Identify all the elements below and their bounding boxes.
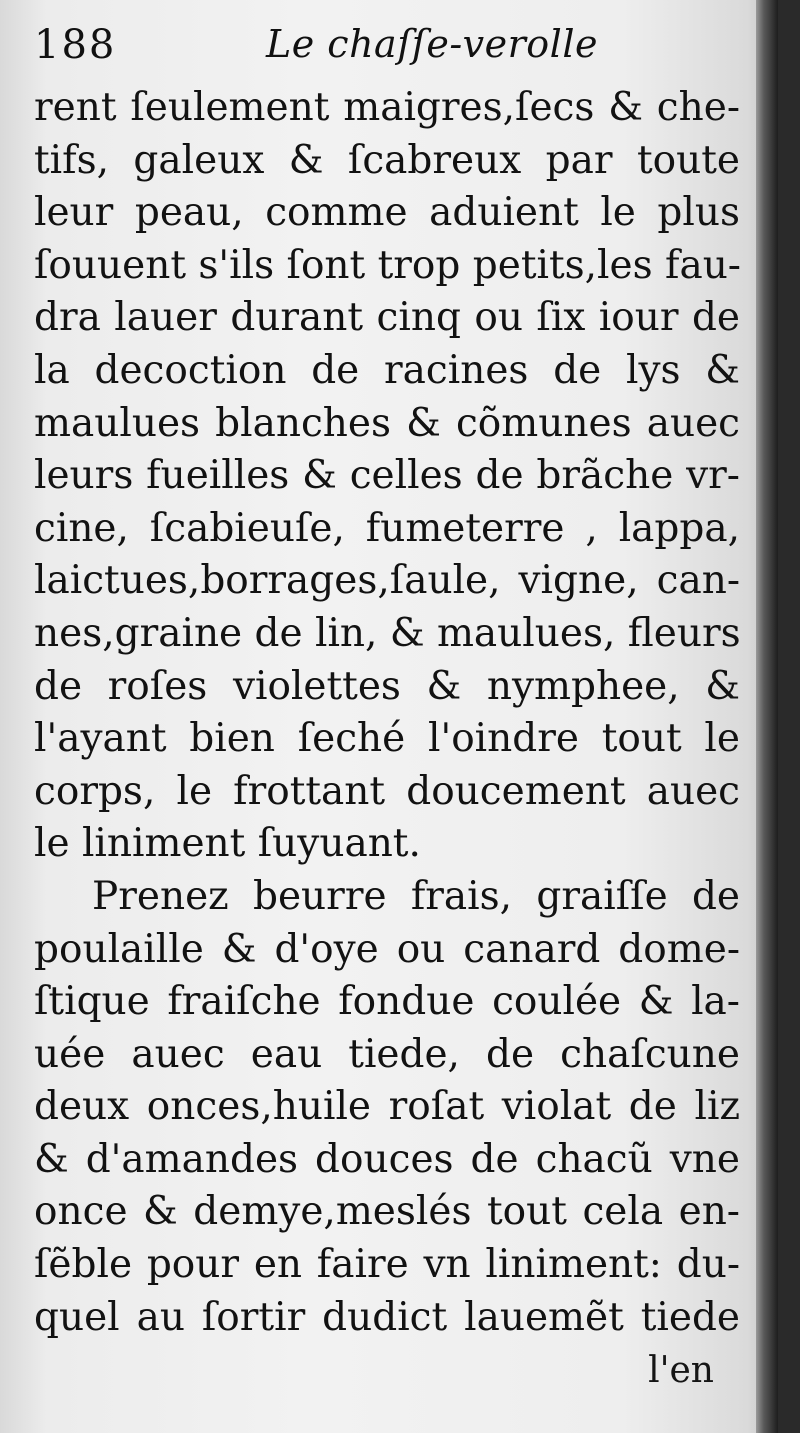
text-line: quel au ſortir dudict lauemẽt tiede <box>34 1294 740 1340</box>
text-line: dra lauer durant cinq ou ſix iour de <box>34 295 740 341</box>
page-header <box>34 18 734 78</box>
text-line: cine, ſcabieuſe, fumeterre , lappa, <box>34 505 740 551</box>
text-line: maulues blanches & cõmunes auec <box>34 400 740 446</box>
catchword: l'en <box>648 1350 714 1391</box>
text-line: deux onces,huile roſat violat de liz <box>34 1084 740 1130</box>
page-number: 188 <box>34 22 117 68</box>
text-line: corps, le frottant doucement auec <box>34 768 740 814</box>
paragraph-end-line: le liniment ſuyuant. <box>34 821 421 867</box>
paragraph-start-line: Prenez beurre frais, graiſſe de <box>92 873 740 919</box>
text-line: nes,graine de lin, & maulues, fleurs <box>34 610 741 656</box>
text-line: ſtique fraiſche fondue coulée & la- <box>34 979 740 1025</box>
running-head: Le chaſſe-verolle <box>266 22 598 66</box>
page-gutter-shadow <box>756 0 778 1433</box>
text-line: ſouuent s'ils ſont trop petits,les fau- <box>34 242 741 288</box>
text-line: la decoction de racines de lys & <box>34 347 740 393</box>
text-line: de roſes violettes & nymphee, & <box>34 663 740 709</box>
body-text <box>34 82 740 1344</box>
text-line: once & demye,meslés tout cela en- <box>34 1189 740 1235</box>
text-line: ſẽble pour en faire vn liniment: du- <box>34 1242 740 1288</box>
text-line: & d'amandes douces de chacũ vne <box>34 1136 740 1182</box>
text-line: poulaille & d'oye ou canard dome- <box>34 926 740 972</box>
text-line: l'ayant bien ſeché l'oindre tout le <box>34 716 740 762</box>
text-line: tifs, galeux & ſcabreux par toute <box>34 137 740 183</box>
text-line: laictues,borrages,ſaule, vigne, can- <box>34 558 740 604</box>
text-line: rent ſeulement maigres,ſecs & che- <box>34 85 740 130</box>
text-line: leur peau, comme aduient le plus <box>34 190 740 236</box>
text-line: leurs fueilles & celles de brãche vr- <box>34 453 740 499</box>
text-line: uée auec eau tiede, de chaſcune <box>34 1031 740 1077</box>
